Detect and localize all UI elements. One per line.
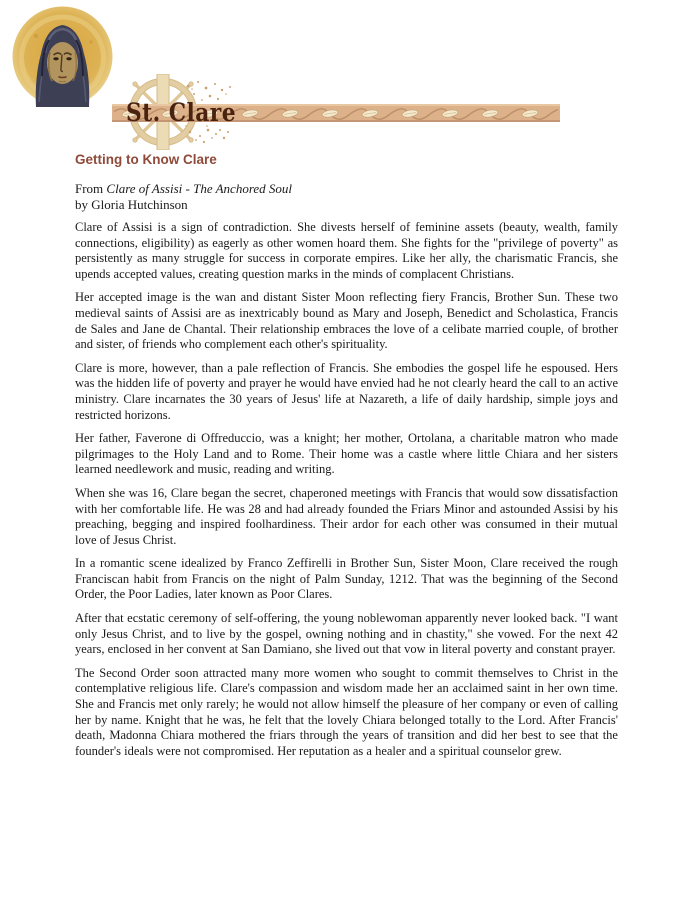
paragraph: Clare is more, however, than a pale reflection of Francis. She embodies the gospel life he espoused. Hers was the hidden life of poverty and prayer he would have envied had he not clearly heard the call to an active ministry. Clare incarnates the 30 years of Jesus' life at Nazareth, a life of daily hardship, simple joys and restricted horizons. <box>75 360 618 422</box>
paragraph: The Second Order soon attracted many more women who sought to commit themselves to Christ in the contemplative religious life. Clare's compassion and wisdom made her an acclaimed saint in her own time. She and Francis met only rarely; he would not allow himself the pleasure of her company or even of calling her by name. Knight that he was, he felt that the lovely Chiara belonged totally to the Lord. After Francis' death, Madonna Chiara mothered the friars through the years of transition and did her best to see that the founder's ideals were not compromised. Her reputation as a healer and a spiritual counselor grew. <box>75 665 618 758</box>
banner-graphic <box>110 74 575 150</box>
title-banner <box>110 74 575 150</box>
st-clare-portrait-graphic <box>12 6 113 107</box>
byline: by Gloria Hutchinson <box>75 196 188 212</box>
paragraph: After that ecstatic ceremony of self-offering, the young noblewoman apparently never looked back. "I want only Jesus Christ, and to live by the gospel, owning nothing and in chastity," she vowed. For the next 42 years, enclosed in her convent at San Damiano, she lived out that vow in literal poverty and constant prayer. <box>75 611 618 657</box>
paragraph: Clare of Assisi is a sign of contradiction. She divests herself of feminine assets (beauty, wealth, family connections, eligibility) as eagerly as other women hoard them. She fights for the "privilege of poverty" as persistently as many struggle for success in corporate empires. Like her ally, the charismatic Francis, she upends accepted values, creating question marks in the minds of complacent Christians. <box>75 220 618 281</box>
paragraph: Her accepted image is the wan and distant Sister Moon reflecting fiery Francis, Brother Sun. These two medieval saints of Assisi are as inextricably bound as Mary and Joseph, Benedict and Scholastica, Francis de Sales and Jane de Chantal. Their relationship embraces the love of a celibate married couple, of brother and sister, of friends who complement each other's spirituality. <box>75 290 618 352</box>
paragraph: Her father, Faverone di Offreduccio, was a knight; her mother, Ortolana, a charitable matron who made pilgrimages to the Holy Land and to Rome. Their home was a castle where little Chiara and her sisters learned needlework and music, reading and writing. <box>75 431 618 477</box>
paragraph: In a romantic scene idealized by Franco Zeffirelli in Brother Sun, Sister Moon, Clare received the rough Franciscan habit from Francis on the night of Palm Sunday, 1212. That was the beginning of the Second Order, the Poor Ladies, later known as Poor Clares. <box>75 556 618 602</box>
eye-left <box>53 57 58 60</box>
st-clare-portrait-icon <box>12 6 113 107</box>
article <box>75 150 618 759</box>
eye-right <box>66 57 71 60</box>
banner-title: St. Clare <box>126 98 236 127</box>
page-title: Getting to Know Clare <box>75 152 217 167</box>
book-title: Clare of Assisi - The Anchored Soul <box>106 181 293 196</box>
attribution <box>75 181 618 212</box>
from-prefix: From <box>75 181 104 196</box>
paragraph: When she was 16, Clare began the secret, chaperoned meetings with Francis that would sow dissatisfaction with her comfortable life. He was 28 and had already founded the Friars Minor and astounded Assisi by his preaching, begging and inspired foolhardiness. Their ardor for each other was consumed in their mutual love of Jesus Christ. <box>75 485 618 547</box>
